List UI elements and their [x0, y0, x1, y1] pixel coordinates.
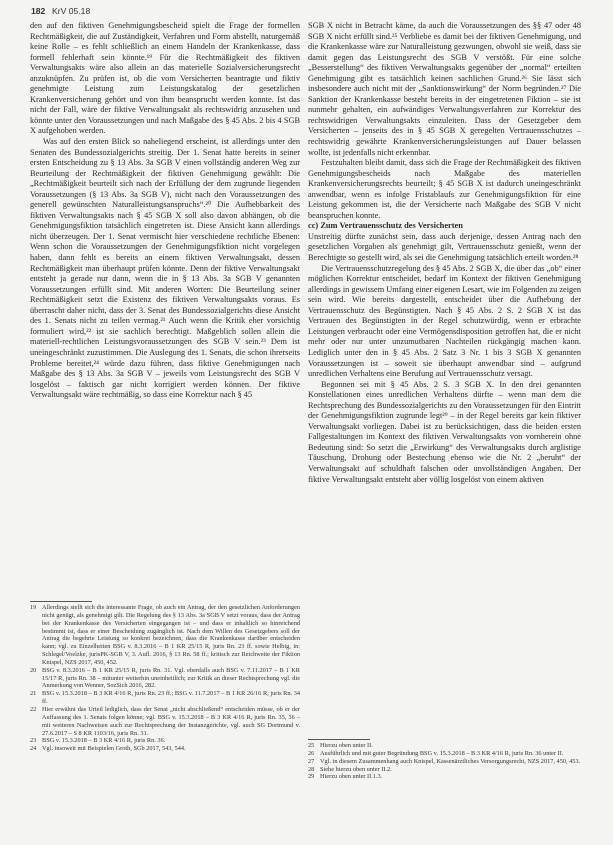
- footnote-text: Hierzu oben unter II.: [320, 742, 373, 749]
- footnote-text: BSG v. 15.3.2018 – B 3 KR 4/16 R, juris Rn. 36.: [42, 737, 166, 745]
- footnote-text: Allerdings stellt sich die interessante Frage, ob auch ein Antrag, der den gesetzlichen Anforderungen nicht genügt, als genehmigt gilt. Die Regelung des § 13 Abs. 3a SGB V setzt voraus, dass der Antrag bei der Krankenkasse des Versicherten eingegangen ist – und dass er inhaltlich so hinreichend bestimmt ist, dass er einer Bescheidung zugänglich ist. Nach dem Willen des Gesetzgebers soll der Antrag die begehrte Leistung so konkret bezeichnen, dass die Krankenkasse darüber entscheiden kann; vgl. zu Einzelheiten BSG v. 8.3.2016 – B 1 KR 25/15 R, juris Rn. 23 ff. sowie Helbig, in: Schlegel/Voelzke, jurisPK-SGB V, 3. Aufl. 2016, § 13 Rn. 58 ff.; kritisch zur Reichweite der Fiktion Knispel, NZS 2017, 450, 452.: [42, 604, 300, 666]
- footnote: [30, 737, 300, 745]
- body-paragraph: Was auf den ersten Blick so naheliegend erscheint, ist allerdings unter den Senaten des Bundessozialgerichts streitig. Der 1. Senat hatte bereits in seiner ersten Entscheidung zu § 13 Abs. 3a SGB V einen vollständig anderen Weg zur Beurteilung der Rechtmäßigkeit der fiktiven Genehmigung gewählt: Die „Rechtmäßigkeit beurteilt sich nach der Erfüllung der dem zugrunde liegenden Voraussetzungen (§ 13 Abs. 3a SGB V), nicht nach den Voraussetzungen des generell gewünschten Naturalleistungsanspruchs“.²⁰ Die Aufhebbarkeit des fiktiven Verwaltungsakts nach § 45 SGB X soll also davon abhängen, ob die Genehmigungsfiktion tatsächlich eingetreten ist. Diese Ansicht kann allerdings nicht überzeugen. Der 1. Senat vermischt hier verschiedene rechtliche Ebenen: Wenn schon die Voraussetzungen der Genehmigungsfiktion nicht vorgelegen haben, dann fehlt es bereits an einem fiktiven Verwaltungsakt, dessen Rechtmäßigkeit man überhaupt prüfen könnte. Denn der fiktive Verwaltungsakt entsteht ja gerade nur dann, wenn die in § 13 Abs. 3a SGB V genannten Voraussetzungen erfüllt sind. Mit anderen Worten: Die Beurteilung seiner Rechtmäßigkeit setzt die Existenz des fiktiven Verwaltungsakts voraus. Es überrascht daher nicht, dass der 3. Senat des Bundessozialgerichts diese Ansicht des 1. Senats nicht zu teilen vermag.²¹ Auch wenn die Kritik eher vorsichtig formuliert wird,²² ist sie sachlich berechtigt. Maßgeblich sollen allein die materiell-rechtlichen Leistungsvoraussetzungen des SGB V sein.²³ Dem ist uneingeschränkt zuzustimmen. Die Auslegung des 1. Senats, die schon ihrerseits Probleme bereitet,²⁴ würde dazu führen, dass fiktive Genehmigungen nach Maßgabe des § 13 Abs. 3a SGB V – jeweils vom Leistungsrecht des SGB V losgelöst – faktisch gar nicht korrigiert werden können. Der fiktive Verwaltungsakt wäre rechtmäßig, so dass eine Korrektur nach § 45: [30, 137, 300, 400]
- left-column: [30, 21, 300, 597]
- footnote-number: 19: [30, 604, 37, 611]
- page-number: 182: [31, 6, 46, 16]
- footnote-text: Ausführlich und mit guter Begründung BSG v. 15.3.2018 – B 3 KR 4/16 R, juris Rn. 36 unter II.: [320, 749, 564, 757]
- footnote: [308, 750, 581, 758]
- footnote-number: 21: [30, 690, 37, 698]
- footnote-text: Vgl. in diesem Zusammenhang auch Knispel, Kassenärztliches Versorgungsrecht, NZS 2017, 450, 453.: [320, 757, 581, 765]
- footnote-number: 29: [308, 773, 315, 781]
- footnote: [308, 773, 581, 781]
- footnote-text: BSG v. 8.3.2016 – B 1 KR 25/15 R, juris Rn. 31. Vgl. ebenfalls auch BSG v. 7.11.2017 – B 1 KR 15/17 R, juris Rn. 38 – mitunter weiterhin uneinheitlich; zur Kritik an dieser Rechtsprechung vgl. die Anmerkung von Wenner, SozSich 2016, 282.: [42, 666, 300, 690]
- footnote-number: 28: [308, 765, 315, 773]
- footnote-divider: [30, 601, 92, 602]
- footnote: [30, 604, 300, 667]
- footnote-number: 25: [308, 742, 315, 749]
- body-paragraph: den auf den fiktiven Genehmigungsbescheid spielt die Frage der formellen Rechtmäßigkeit, die auf Zuständigkeit, Verfahren und Form abstellt, naturgemäß keine Rolle – es fehlt schließlich an einem Handeln der Krankenkasse, dass formell fehlerhaft sein könnte.¹⁹ Für die Rechtmäßigkeit des fiktiven Verwaltungsakts wäre also allein an das materielle Sozialversicherungsrecht anzuknüpfen. Zu prüfen ist, ob die vom Versicherten beantragte und fiktiv genehmigte Leistung zum Leistungskatalog der gesetzlichen Krankenversicherung gehört und von ihm beansprucht werden konnte. Ist das nicht der Fall, wäre der fiktive Verwaltungsakt als rechtswidrig anzusehen und könnte unter den Voraussetzungen und nach Maßgabe des § 45 Abs. 2 bis 4 SGB X aufgehoben werden.: [30, 21, 300, 136]
- journal-issue: KrV 05.18: [52, 6, 91, 16]
- footnote-text: Siehe hierzu oben unter II.2.: [320, 765, 392, 773]
- footnote-text: BSG v. 15.3.2018 – B 3 KR 4/16 R, juris Rn. 23 ff.; BSG v. 11.7.2017 – B 1 KR 26/16 R, juris Rn. 34 ff.: [42, 690, 300, 706]
- footnote: [30, 667, 300, 691]
- footnote-text: Vgl. insoweit mit Beispielen Groth, SGb 2017, 543, 544.: [42, 745, 186, 753]
- footnote-divider: [308, 739, 370, 740]
- footnote-number: 27: [308, 757, 315, 765]
- footnote-number: 20: [30, 666, 37, 674]
- right-column: [308, 21, 581, 735]
- footnote: [308, 742, 581, 750]
- right-footnotes: [308, 742, 581, 812]
- body-paragraph: SGB X nicht in Betracht käme, da auch die Voraussetzungen des §§ 47 oder 48 SGB X nicht erfüllt sind.²⁵ Verbliebe es damit bei der fiktiven Genehmigung, und die Krankenkasse wäre zur Naturalleistung gezwungen, obwohl sie weiß, dass sie damit gegen das Leistungsrecht des SGB V verstößt. Für eine solche „Besserstellung“ des fiktiven Verwaltungsakts gegenüber der „normal“ erteilten Genehmigung gibt es tatsächlich keinen sachlichen Grund.²⁶ Sie lässt sich insbesondere auch nicht mit der „Sanktionswirkung“ der Norm begründen.²⁷ Die Sanktion der Krankenkasse besteht bereits in der eingetretenen Fiktion – sie ist nunmehr gehalten, ein aufwändiges Verwaltungsverfahren zur Korrektur des rechtswidrigen Verwaltungsakts einzuleiten. Dass der Gesetzgeber dem Versicherten – jenseits des in § 45 SGB X geregelten Vertrauensschutzes – rechtswidrig gewährte Krankenversicherungsleistungen auf Dauer belassen wollte, ist jedenfalls nicht erkennbar.: [308, 21, 581, 157]
- footnote: [308, 766, 581, 774]
- footnote-number: 26: [308, 749, 315, 757]
- footnote-text: Hierzu oben unter II.1.3.: [320, 773, 383, 781]
- footnote-number: 24: [30, 745, 37, 753]
- footnote-number: 22: [30, 705, 37, 713]
- footnote: [30, 745, 300, 753]
- left-footnotes: [30, 604, 300, 838]
- footnote: [30, 706, 300, 737]
- body-paragraph: Festzuhalten bleibt damit, dass sich die Frage der Rechtmäßigkeit des fiktiven Genehmigungsbescheids nach Maßgabe des materiellen Krankenversicherungsrechts beurteilt; § 45 SGB X ist dadurch uneingeschränkt anwendbar, wenn es infolge Fristablaufs zur Genehmigungsfiktion für eine Leistung gekommen ist, die der Versicherte nach Maßgabe des SGB V nicht beanspruchen konnte.: [308, 158, 581, 220]
- footnote-number: 23: [30, 737, 37, 745]
- footnote: [30, 690, 300, 706]
- section-heading: cc) Zum Vertrauensschutz des Versicherten: [308, 221, 463, 231]
- body-paragraph: Unstreitig dürfte zunächst sein, dass auch derjenige, dessen Antrag nach den gesetzlichen Vorgaben als genehmigt gilt, Vertrauensschutz genießt, wenn der Berechtigte so gestellt wird, als sei die Genehmigung tatsächlich erteilt worden.²⁸: [308, 231, 581, 263]
- body-paragraph: Begonnen sei mit § 45 Abs. 2 S. 3 SGB X. In den drei genannten Konstellationen eines unredlichen Verhaltens dürfte – wenn man dem die Rechtsprechung des Bundessozialgerichts zu den Voraussetzungen für den Eintritt der Genehmigungsfiktion zugrunde legt²⁹ – in der Regel bereits gar kein fiktiver Verwaltungsakt vorliegen. Dabei ist zu berücksichtigen, dass die beiden ersten Fallgestaltungen im Kontext des fiktiven Verwaltungsakts von vornherein ohne Bedeutung sind: So setzt die „Erwirkung“ des Verwaltungsakts durch arglistige Täuschung, Drohung oder Bestechung ebenso wie die Nr. 2 „beruht“ der Verwaltungsakt auf schuldhaft falschen oder unvollständigen Angaben. Der fiktive Verwaltungsakt entsteht aber völlig losgelöst von einem aktiven: [308, 379, 581, 484]
- footnote-text: Hier erwähnt das Urteil lediglich, dass der Senat „nicht abschließend“ entscheiden müsse, ob er der Auffassung des 1. Senats folgen könne; vgl. BSG v. 15.3.2018 – B 3 KR 4/16 R, juris Rn. 35, 36 – mit weiteren Nachweisen auch zur Rechtsprechung der Instanzgerichte, vgl. auch SG Dortmund v. 27.6.2017 – S 8 KR 1103/16, juris Rn. 31.: [42, 705, 300, 737]
- footnote: [308, 758, 581, 766]
- body-paragraph: Die Vertrauensschutzregelung des § 45 Abs. 2 SGB X, die über das „ob“ einer möglichen Korrektur entscheidet, bedarf im Kontext der fiktiven Genehmigung allerdings in gewissem Umfang einer eigenen Lesart, wie im Folgenden zu zeigen sein wird. Wie bereits dargestellt, entscheidet über die Aufhebung der Vertrauensschutz des Begünstigten. Nach § 45 Abs. 2 S. 2 SGB X ist das Vertrauen des Begünstigten in der Regel schutzwürdig, wenn er erbrachte Leistungen verbraucht oder eine Vermögensdisposition getroffen hat, die er nicht mehr oder nur unter unzumutbaren Nachteilen rückgängig machen kann. Lediglich unter den in § 45 Abs. 2 Satz 3 Nr. 1 bis 3 SGB X genannten Voraussetzungen ist – soweit sie überhaupt anwendbar sind – aufgrund unredlichen Verhaltens eine Berufung auf Vertrauensschutz versagt.: [308, 263, 581, 379]
